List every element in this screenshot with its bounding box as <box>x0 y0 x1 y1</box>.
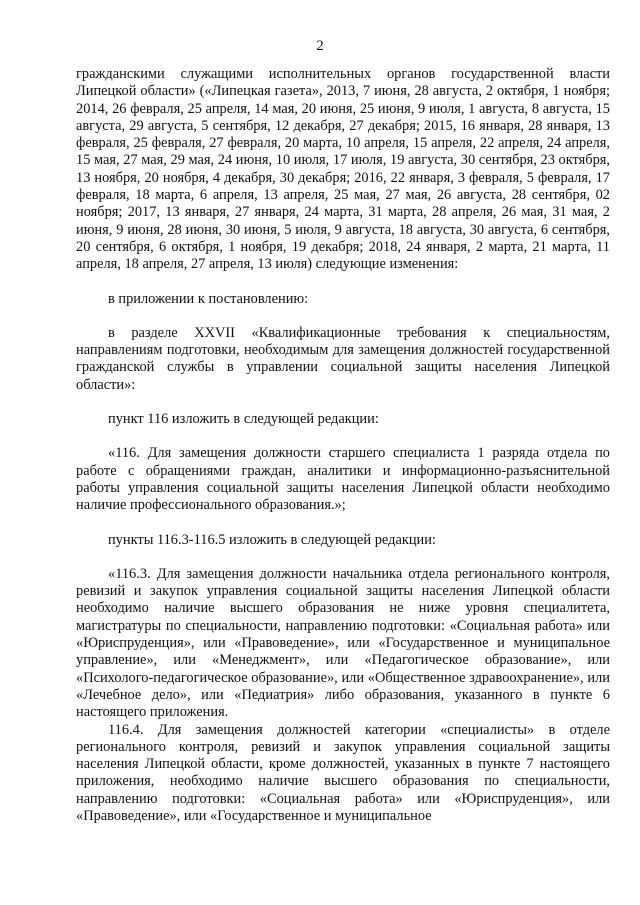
paragraph-point-116-3: «116.3. Для замещения должности начальника отдела регионального контроля, ревизий и закупок управления социальной защиты населения Липецкой области необходимо наличие высшего образования не ниже уровня специалитета, магистратуры по специальности, направлению подготовки: «Социальная работа» или «Юриспруденция», или «Правоведение», или «Государственное и муниципальное управление», или «Менеджмент», или «Педагогическое образование», или «Психолого-педагогическое образование», или «Общественное здравоохранение», или «Лечебное дело», или «Педиатрия» либо образования, указанного в пункте 6 настоящего приложения. <box>76 565 610 721</box>
paragraph-point-116: «116. Для замещения должности старшего специалиста 1 разряда отдела по работе с обращениями граждан, аналитики и информационно-разъяснительной работы управления социальной защиты населения Липецкой области необходимо наличие профессионального образования.»; <box>76 445 610 514</box>
paragraph-gazette-dates: гражданскими служащими исполнительных органов государственной власти Липецкой области» («Липецкая газета», 2013, 7 июня, 28 августа, 2 октября, 1 ноября; 2014, 26 февраля, 25 апреля, 14 мая, 20 июня, 25 июня, 9 июля, 1 августа, 8 августа, 15 августа, 29 августа, 5 сентября, 12 декабря, 27 декабря; 2015, 16 января, 28 января, 13 февраля, 25 февраля, 27 февраля, 20 марта, 10 апреля, 15 апреля, 22 апреля, 24 апреля, 15 мая, 27 мая, 29 мая, 24 июня, 10 июля, 17 июля, 19 августа, 30 сентября, 23 октября, 13 ноября, 20 ноября, 4 декабря, 30 декабря; 2016, 22 января, 3 февраля, 5 февраля, 17 февраля, 18 марта, 6 апреля, 13 апреля, 25 мая, 27 мая, 26 августа, 28 сентября, 02 ноября; 2017, 13 января, 27 января, 24 марта, 31 марта, 28 апреля, 26 мая, 31 мая, 2 июня, 9 июня, 28 июня, 30 июня, 5 июля, 9 августа, 18 августа, 30 августа, 6 сентября, 20 сентября, 6 октября, 1 ноября, 19 декабря; 2018, 24 января, 2 марта, 21 марта, 11 апреля, 18 апреля, 27 апреля, 13 июля) следующие изменения: <box>76 66 610 273</box>
paragraph-point-116-intro: пункт 116 изложить в следующей редакции: <box>108 411 379 428</box>
paragraph-points-116-3-116-5-intro: пункты 116.3-116.5 изложить в следующей редакции: <box>108 531 436 548</box>
paragraph-section-xxvii: в разделе XXVII «Квалификационные требования к специальностям, направлениям подготовки, необходимым для замещения должностей государственной гражданской службы в управлении социальной защиты населения Липецкой области»: <box>76 324 610 393</box>
page-number: 2 <box>316 38 324 54</box>
document-body <box>76 66 610 825</box>
paragraph-point-116-4: 116.4. Для замещения должностей категории «специалисты» в отделе регионального контроля, ревизий и закупок управления социальной защиты населения Липецкой области, кроме должностей, указанных в пункте 7 настоящего приложения, необходимо наличие высшего образования по специальности, направлению подготовки: «Социальная работа» или «Юриспруденция», или «Правоведение», или «Государственное и муниципальное <box>76 721 610 824</box>
paragraph-annex: в приложении к постановлению: <box>108 290 309 307</box>
